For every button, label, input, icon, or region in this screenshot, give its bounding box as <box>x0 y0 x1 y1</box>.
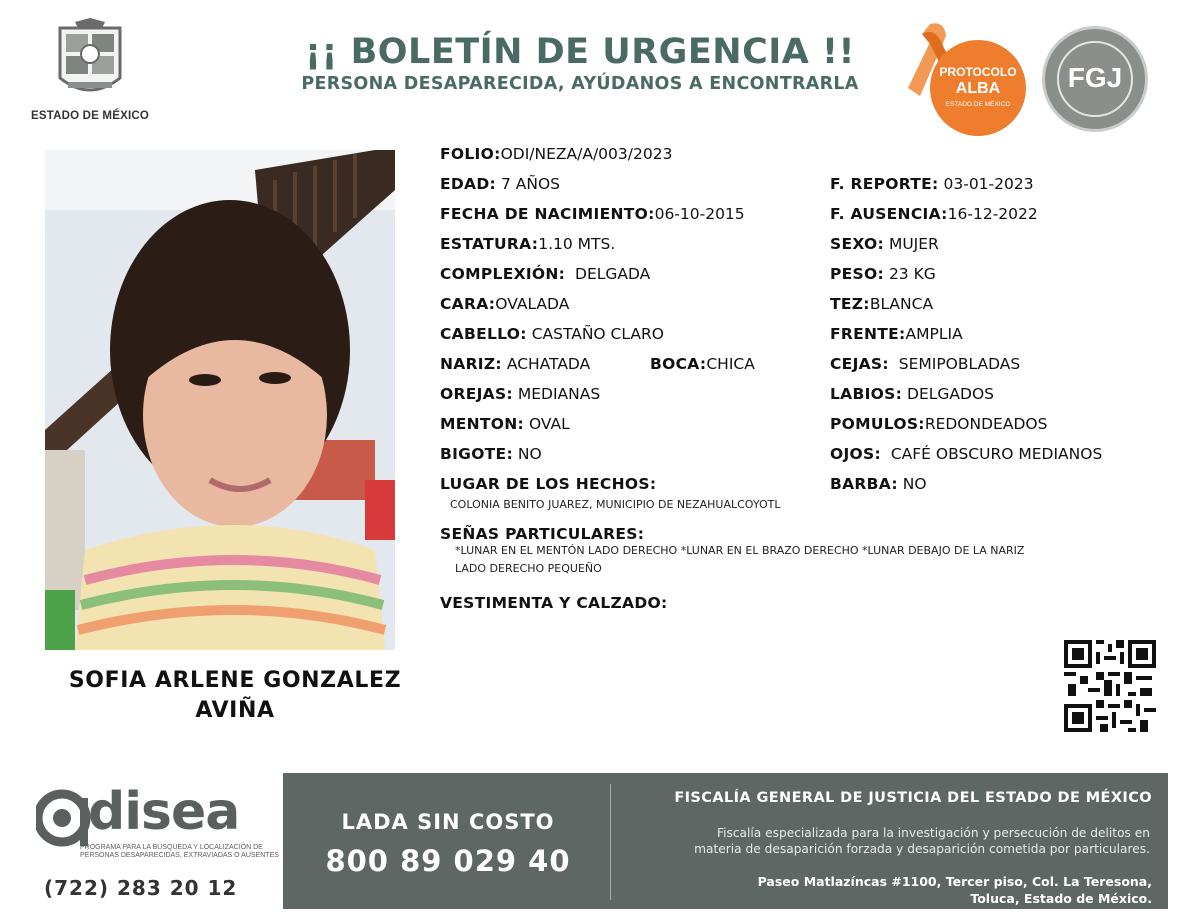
field-cara <box>440 294 569 314</box>
field-value: MUJER <box>888 235 939 253</box>
odisea-word: disea <box>88 782 240 842</box>
bulletin-title: ¡¡ BOLETÍN DE URGENCIA !! <box>305 32 855 72</box>
field-value: 7 AÑOS <box>500 175 560 193</box>
field-value: ODI/NEZA/A/003/2023 <box>500 145 673 163</box>
field-label: BOCA: <box>650 355 707 373</box>
field-f-ausencia <box>830 204 1038 224</box>
field-label: FOLIO: <box>440 145 501 163</box>
field-value: SEMIPOBLADAS <box>898 355 1021 373</box>
field-orejas <box>440 384 600 404</box>
field-value: BLANCA <box>869 295 934 313</box>
field-senas <box>440 524 644 544</box>
bulletin-subtitle: PERSONA DESAPARECIDA, AYÚDANOS A ENCONTRARLA <box>301 74 859 94</box>
fiscalia-address <box>612 873 1152 907</box>
person-name <box>30 666 440 726</box>
field-value: NO <box>902 475 927 493</box>
field-label: OREJAS: <box>440 385 513 403</box>
field-label: OJOS: <box>830 445 881 463</box>
lada-number[interactable]: 800 89 029 40 <box>325 844 571 878</box>
fgj-seal <box>1042 26 1148 132</box>
odisea-logo <box>36 782 279 908</box>
lada-label: LADA SIN COSTO <box>341 810 555 834</box>
field-f-reporte <box>830 174 1034 194</box>
field-lugar-hechos <box>440 474 656 494</box>
odisea-program: PROGRAMA PARA LA BÚSQUEDA Y LOCALIZACIÓN DE PERSONAS DESAPARECIDAS, EXTRAVIADAS O AUSENTES <box>80 844 279 859</box>
field-label: ESTATURA: <box>440 235 539 253</box>
field-menton <box>440 414 570 434</box>
field-label: CEJAS: <box>830 355 889 373</box>
field-label: EDAD: <box>440 175 497 193</box>
field-value: NO <box>517 445 542 463</box>
field-value: CHICA <box>706 355 755 373</box>
fiscalia-address-line2: Toluca, Estado de México. <box>970 891 1152 906</box>
field-value: DELGADOS <box>907 385 994 403</box>
field-cabello <box>440 324 664 344</box>
field-boca <box>650 354 755 374</box>
field-value: CASTAÑO CLARO <box>531 325 664 343</box>
field-senas-line2: LADO DERECHO PEQUEÑO <box>455 562 602 575</box>
field-bigote <box>440 444 542 464</box>
state-coat-of-arms-icon <box>50 18 130 104</box>
child-portrait-image <box>45 150 395 650</box>
person-name-line2: AVIÑA <box>195 698 275 723</box>
alba-line1: PROTOCOLO <box>939 65 1017 79</box>
field-value: ACHATADA <box>506 355 591 373</box>
qr-code[interactable] <box>1064 640 1156 732</box>
field-label: MENTON: <box>440 415 525 433</box>
fiscalia-description <box>612 825 1150 857</box>
field-tez <box>830 294 933 314</box>
field-value: 23 KG <box>888 265 936 283</box>
field-label: LUGAR DE LOS HECHOS: <box>440 475 657 493</box>
odisea-phone[interactable]: (722) 283 20 12 <box>44 876 238 900</box>
field-label: PESO: <box>830 265 884 283</box>
field-folio <box>440 144 672 164</box>
state-logo-caption: ESTADO DE MÉXICO <box>31 110 149 122</box>
field-label: FRENTE: <box>830 325 906 343</box>
field-label: F. REPORTE: <box>830 175 939 193</box>
fiscalia-title: FISCALÍA GENERAL DE JUSTICIA DEL ESTADO DE MÉXICO <box>674 790 1152 806</box>
field-frente <box>830 324 963 344</box>
fiscalia-description-line1: Fiscalía especializada para la investigación y persecución de delitos en <box>716 826 1150 840</box>
field-label: COMPLEXIÓN: <box>440 265 566 283</box>
field-barba <box>830 474 927 494</box>
field-label: CARA: <box>440 295 496 313</box>
field-value: OVALADA <box>495 295 570 313</box>
field-label: F. AUSENCIA: <box>830 205 948 223</box>
field-value: OVAL <box>528 415 570 433</box>
field-nariz <box>440 354 590 374</box>
field-label: BIGOTE: <box>440 445 513 463</box>
fiscalia-description-line2: materia de desaparición forzada y desaparición cometida por particulares. <box>694 842 1150 856</box>
field-sexo <box>830 234 939 254</box>
person-photo <box>45 150 395 650</box>
alba-line3: ESTADO DE MÉXICO <box>945 101 1011 108</box>
field-edad <box>440 174 560 194</box>
field-value: 16-12-2022 <box>947 205 1038 223</box>
field-senas-line1: *LUNAR EN EL MENTÓN LADO DERECHO *LUNAR EN EL BRAZO DERECHO *LUNAR DEBAJO DE LA NARIZ <box>455 544 1025 557</box>
field-label: NARIZ: <box>440 355 502 373</box>
field-peso <box>830 264 936 284</box>
field-value: 06-10-2015 <box>654 205 745 223</box>
field-vestimenta <box>440 593 667 613</box>
state-logo <box>20 18 160 122</box>
person-name-line1: SOFIA ARLENE GONZALEZ <box>68 668 402 693</box>
field-label: POMULOS: <box>830 415 925 433</box>
field-complexion <box>440 264 650 284</box>
protocolo-alba-logo <box>900 22 1030 132</box>
field-label: BARBA: <box>830 475 898 493</box>
field-pomulos <box>830 414 1047 434</box>
field-label: SEÑAS PARTICULARES: <box>440 525 645 543</box>
fiscalia-address-line1: Paseo Matlazíncas #1100, Tercer piso, Col. La Teresona, <box>757 874 1152 889</box>
field-value: CAFÉ OBSCURO MEDIANOS <box>890 445 1103 463</box>
field-value: MEDIANAS <box>517 385 601 403</box>
field-cejas <box>830 354 1020 374</box>
qr-code-icon <box>1064 640 1156 732</box>
field-labios <box>830 384 994 404</box>
alba-line2: ALBA <box>955 80 1001 97</box>
field-value: 03-01-2023 <box>943 175 1034 193</box>
field-label: LABIOS: <box>830 385 903 403</box>
field-value: AMPLIA <box>905 325 963 343</box>
field-estatura <box>440 234 615 254</box>
panel-divider <box>610 784 611 900</box>
field-ojos <box>830 444 1102 464</box>
field-value: DELGADA <box>575 265 651 283</box>
field-label: CABELLO: <box>440 325 527 343</box>
field-lugar-value: COLONIA BENITO JUAREZ, MUNICIPIO DE NEZAHUALCOYOTL <box>450 498 781 511</box>
field-label: FECHA DE NACIMIENTO: <box>440 205 655 223</box>
field-value: 1.10 MTS. <box>538 235 616 253</box>
field-value: REDONDEADOS <box>924 415 1048 433</box>
field-fecha-nacimiento <box>440 204 745 224</box>
fgj-seal-text: FGJ <box>1067 62 1123 93</box>
field-label: VESTIMENTA Y CALZADO: <box>440 594 668 612</box>
field-label: SEXO: <box>830 235 885 253</box>
field-label: TEZ: <box>830 295 870 313</box>
